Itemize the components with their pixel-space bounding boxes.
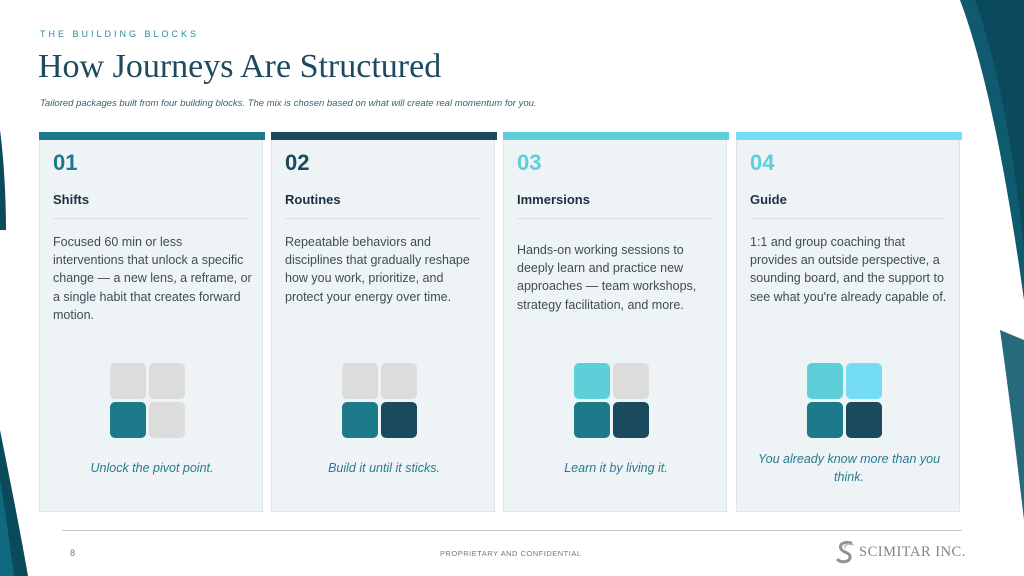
block-grid-icon — [342, 363, 418, 439]
card-divider — [285, 218, 481, 219]
block-cell — [342, 402, 378, 438]
page-subtitle: Tailored packages built from four building blocks. The mix is chosen based on what will create real momentum for you. — [40, 98, 537, 109]
block-cell — [342, 363, 378, 399]
card-description: Hands-on working sessions to deeply learn and practice new approaches — team workshops, strategy facilitation, and more. — [517, 243, 697, 312]
page-title: How Journeys Are Structured — [38, 48, 442, 85]
block-cell — [613, 363, 649, 399]
confidential-label: PROPRIETARY AND CONFIDENTIAL — [440, 549, 582, 558]
card-accent-bar — [503, 132, 729, 140]
card-tagline: Learn it by living it. — [564, 461, 668, 475]
scimitar-s-icon — [836, 540, 856, 564]
block-grid-icon — [574, 363, 650, 439]
block-cell — [110, 402, 146, 438]
block-cell — [807, 402, 843, 438]
card-accent-bar — [271, 132, 497, 140]
eyebrow-label: THE BUILDING BLOCKS — [40, 29, 200, 39]
card-number: 02 — [285, 150, 310, 175]
card-divider — [517, 218, 713, 219]
block-cell — [613, 402, 649, 438]
footer-divider — [62, 530, 962, 531]
card-title: Guide — [750, 192, 787, 207]
block-cell — [846, 402, 882, 438]
card-number: 04 — [750, 150, 775, 175]
block-cell — [149, 402, 185, 438]
card-shifts — [39, 132, 263, 512]
card-immersions — [503, 132, 727, 512]
card-description: Repeatable behaviors and disciplines that gradually reshape how you work, prioritize, and protect your energy over time. — [285, 235, 470, 304]
card-number: 03 — [517, 150, 542, 175]
card-title: Shifts — [53, 192, 90, 207]
block-cell — [381, 363, 417, 399]
block-cell — [846, 363, 882, 399]
card-title: Routines — [285, 192, 341, 207]
card-tagline: Build it until it sticks. — [328, 461, 440, 475]
block-cell — [574, 363, 610, 399]
card-number: 01 — [53, 150, 78, 175]
page-number: 8 — [70, 548, 76, 558]
card-accent-bar — [736, 132, 962, 140]
card-tagline: Unlock the pivot point. — [90, 461, 214, 475]
card-accent-bar — [39, 132, 265, 140]
block-cell — [149, 363, 185, 399]
block-grid-icon — [807, 363, 883, 439]
card-routines — [271, 132, 495, 512]
card-description: 1:1 and group coaching that provides an outside perspective, a sounding board, and the support to see what you're already capable of. — [750, 235, 947, 304]
logo-text: SCIMITAR INC. — [859, 543, 966, 560]
card-description: Focused 60 min or less interventions that unlock a specific change — a new lens, a reframe, or a single habit that creates forward motion. — [53, 235, 252, 322]
building-blocks-cards — [39, 132, 961, 512]
block-cell — [381, 402, 417, 438]
card-title: Immersions — [517, 192, 590, 207]
card-divider — [53, 218, 249, 219]
block-cell — [807, 363, 843, 399]
card-tagline: You already know more than you think. — [757, 452, 941, 484]
block-cell — [574, 402, 610, 438]
company-logo — [836, 540, 966, 564]
block-grid-icon — [110, 363, 186, 439]
block-cell — [110, 363, 146, 399]
card-divider — [750, 218, 946, 219]
card-guide — [736, 132, 960, 512]
